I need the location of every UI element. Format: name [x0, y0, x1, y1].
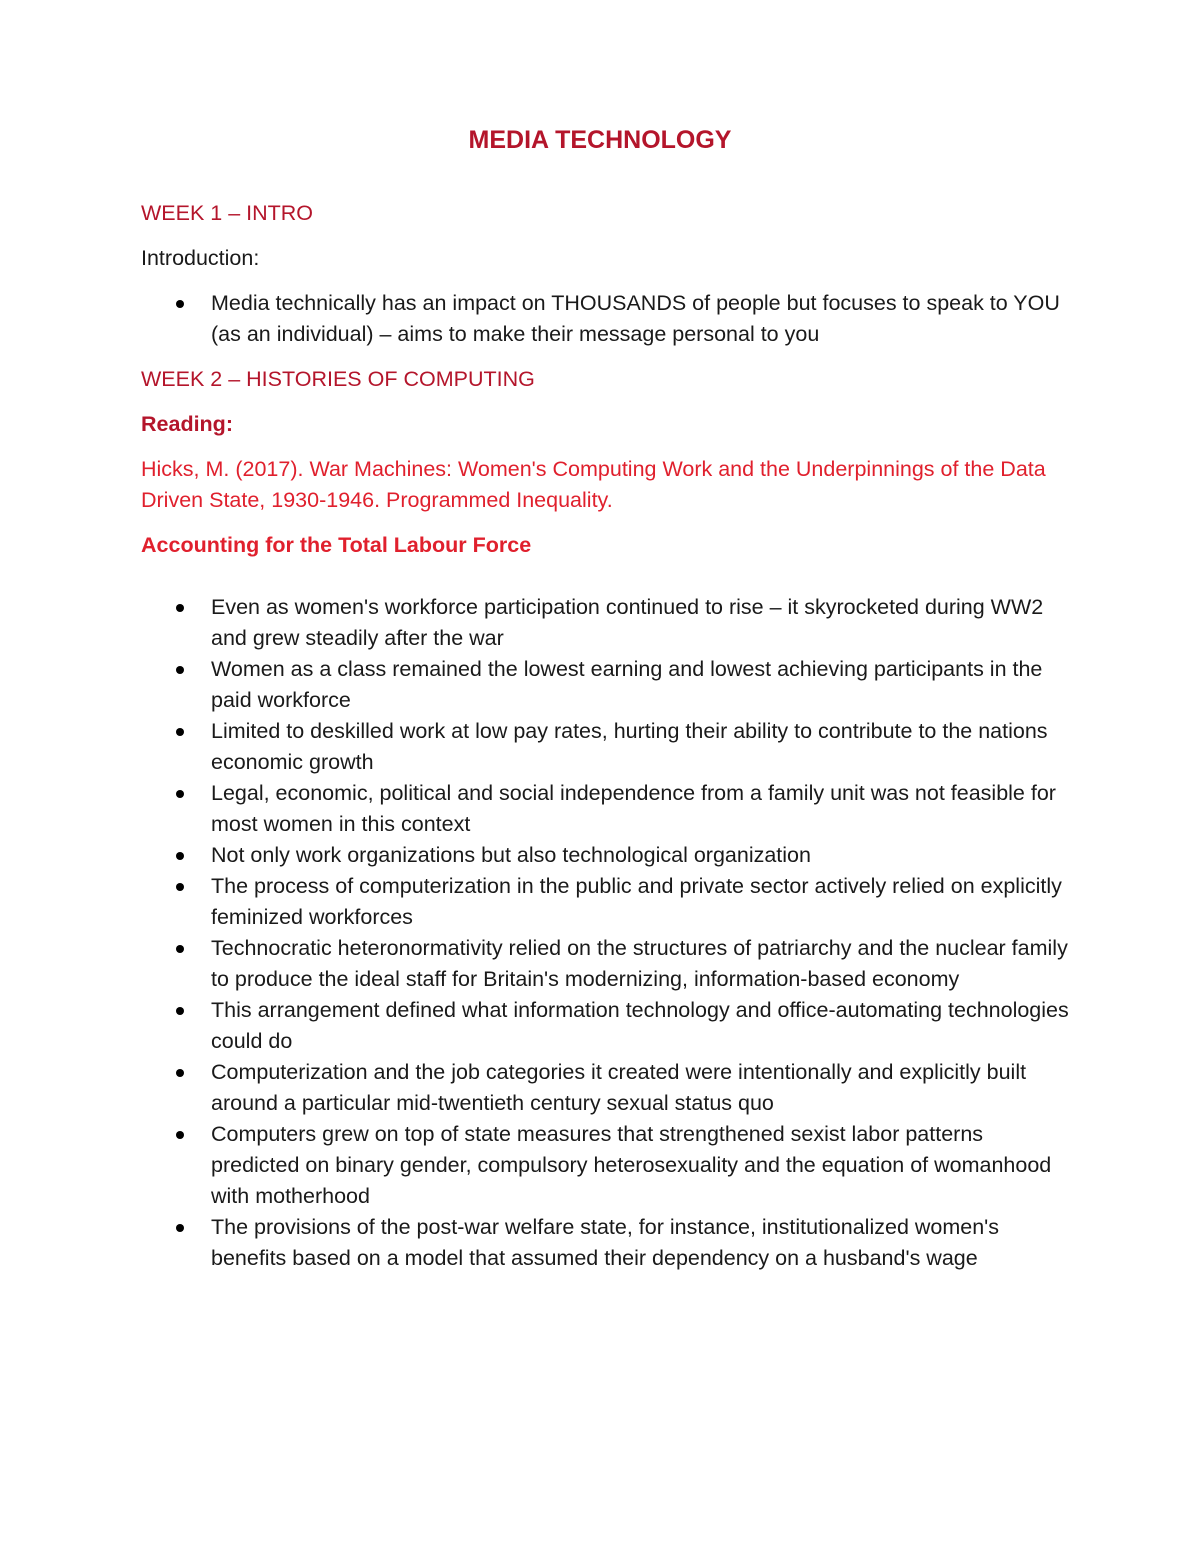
week1-bullet-list	[141, 288, 1071, 350]
bullet-icon	[176, 728, 184, 736]
week2-bullet-list	[141, 592, 1071, 1274]
bullet-icon	[176, 790, 184, 798]
list-item: Computerization and the job categories it created were intentionally and explicitly built around a particular mid-twentieth century sexual status quo	[141, 1057, 1071, 1119]
list-item: The process of computerization in the public and private sector actively relied on explicitly feminized workforces	[141, 871, 1071, 933]
document-body	[141, 198, 1071, 1274]
list-item: The provisions of the post-war welfare state, for instance, institutionalized women's benefits based on a model that assumed their dependency on a husband's wage	[141, 1212, 1071, 1274]
list-item: Legal, economic, political and social independence from a family unit was not feasible for most women in this context	[141, 778, 1071, 840]
list-item: Technocratic heteronormativity relied on the structures of patriarchy and the nuclear family to produce the ideal staff for Britain's modernizing, information-based economy	[141, 933, 1071, 995]
list-item: Limited to deskilled work at low pay rates, hurting their ability to contribute to the nations economic growth	[141, 716, 1071, 778]
list-item: This arrangement defined what information technology and office-automating technologies could do	[141, 995, 1071, 1057]
bullet-icon	[176, 1007, 184, 1015]
intro-label: Introduction:	[141, 246, 260, 270]
week1-heading: WEEK 1 – INTRO	[141, 201, 314, 225]
bullet-icon	[176, 666, 184, 674]
list-item: Even as women's workforce participation continued to rise – it skyrocketed during WW2 and grew steadily after the war	[141, 592, 1071, 654]
bullet-icon	[176, 1069, 184, 1077]
list-item: Computers grew on top of state measures that strengthened sexist labor patterns predicted on binary gender, compulsory heterosexuality and the equation of womanhood with motherhood	[141, 1119, 1071, 1212]
bullet-icon	[176, 945, 184, 953]
reading-label: Reading:	[141, 412, 233, 436]
list-item: Not only work organizations but also technological organization	[141, 840, 1071, 871]
week2-heading: WEEK 2 – HISTORIES OF COMPUTING	[141, 367, 535, 391]
list-item: Women as a class remained the lowest earning and lowest achieving participants in the paid workforce	[141, 654, 1071, 716]
bullet-icon	[176, 883, 184, 891]
document-title: MEDIA TECHNOLOGY	[468, 126, 732, 154]
bullet-icon	[176, 604, 184, 612]
bullet-icon	[176, 1224, 184, 1232]
bullet-icon	[176, 300, 184, 308]
reading-citation: Hicks, M. (2017). War Machines: Women's Computing Work and the Underpinnings of the Data Driven State, 1930-1946. Programmed Inequality.	[141, 457, 1046, 512]
bullet-icon	[176, 852, 184, 860]
list-item: Media technically has an impact on THOUSANDS of people but focuses to speak to YOU (as an individual) – aims to make their message personal to you	[141, 288, 1071, 350]
section-subheading: Accounting for the Total Labour Force	[141, 533, 532, 557]
bullet-icon	[176, 1131, 184, 1139]
